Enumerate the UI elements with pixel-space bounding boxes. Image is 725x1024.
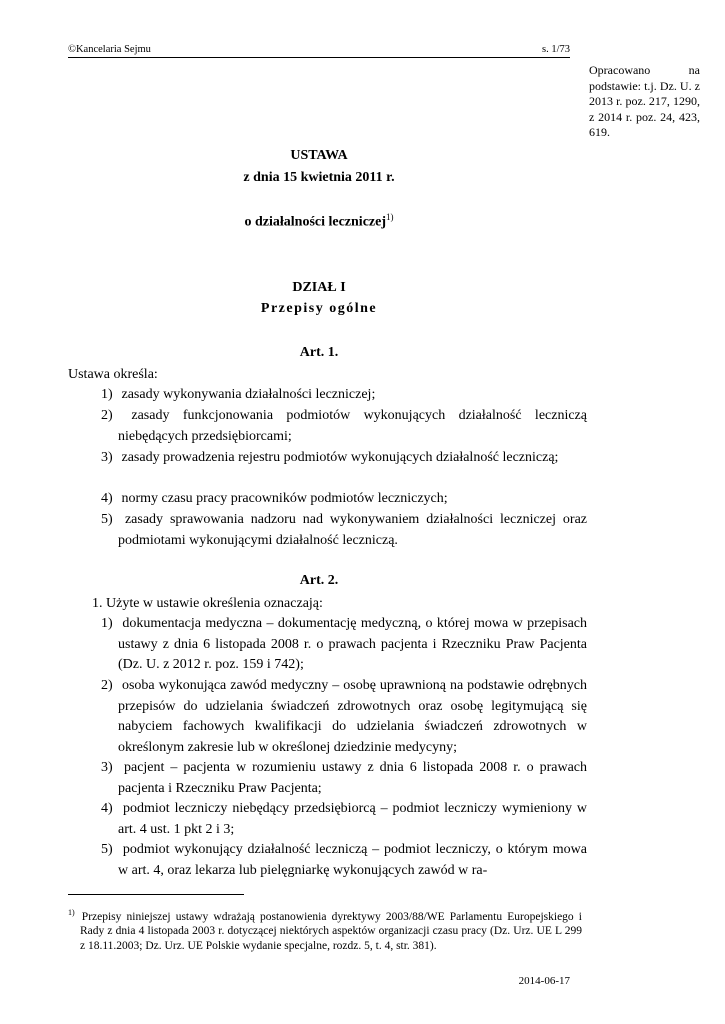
item-number: 2)	[101, 408, 113, 423]
item-number: 5)	[101, 842, 113, 857]
header-publisher: ©Kancelaria Sejmu	[68, 44, 151, 55]
item-text: podmiot leczniczy niebędący przedsiębiorcą – podmiot leczniczy wymieniony w art. 4 ust. 1 pkt 2 i 3;	[118, 801, 587, 837]
item-text: podmiot wykonujący działalność leczniczą – podmiot leczniczy, o którym mowa w art. 4, oraz lekarza lub pielęgniarkę wykonujących zawód w ra-	[118, 842, 587, 878]
division-number: DZIAŁ I	[292, 280, 346, 295]
item-text: zasady sprawowania nadzoru nad wykonywaniem działalności leczniczej oraz podmiotami wykonującymi działalność leczniczą.	[118, 512, 588, 548]
item-text: osoba wykonująca zawód medyczny – osobę uprawnioną na podstawie odrębnych przepisów do udzielania świadczeń zdrowotnych oraz osobę legitymującą się nabyciem fachowych kwalifikacji do udzielania świadczeń zdrowotnych w określonym zakresie lub w określonej dziedzinie medycyny;	[118, 678, 587, 755]
art2-heading: Art. 2.	[299, 573, 339, 588]
footnote-marker: 1)	[68, 908, 75, 917]
header-divider	[68, 57, 570, 58]
item-number: 2)	[101, 678, 113, 693]
art2-item-4	[101, 799, 587, 840]
item-text: pacjent – pacjenta w rozumieniu ustawy z dnia 6 listopada 2008 r. o prawach pacjenta i Rzeczniku Praw Pacjenta;	[118, 760, 587, 796]
art2-item-5	[101, 840, 587, 881]
source-note: Opracowano na podstawie: t.j. Dz. U. z 2013 r. poz. 217, 1290, z 2014 r. poz. 24, 423, 619.	[589, 63, 700, 139]
item-text: normy czasu pracy pracowników podmiotów leczniczych;	[121, 491, 448, 506]
item-number: 1)	[101, 387, 113, 402]
footnote	[68, 906, 582, 953]
item-number: 3)	[101, 450, 113, 465]
art2-item-1	[101, 614, 587, 676]
art2-intro: 1. Użyte w ustawie określenia oznaczają:	[92, 596, 323, 611]
art1-intro: Ustawa określa:	[68, 367, 158, 382]
item-number: 1)	[101, 616, 113, 631]
publication-date: 2014-06-17	[518, 975, 570, 987]
item-number: 4)	[101, 801, 113, 816]
art1-item-1	[101, 385, 587, 406]
item-text: zasady prowadzenia rejestru podmiotów wykonujących działalność leczniczą;	[121, 450, 559, 465]
art1-item-5	[101, 510, 587, 551]
art2-item-3	[101, 758, 587, 799]
footnote-ref[interactable]: 1)	[386, 212, 394, 222]
division-name: Przepisy ogólne	[260, 301, 378, 316]
header-page-number: s. 1/73	[541, 44, 570, 55]
item-text: zasady funkcjonowania podmiotów wykonujących działalność leczniczą niebędących przedsiębiorcami;	[118, 408, 587, 444]
act-type: USTAWA	[290, 148, 348, 163]
art1-item-4	[101, 489, 587, 510]
item-text: zasady wykonywania działalności leczniczej;	[121, 387, 376, 402]
act-date: z dnia 15 kwietnia 2011 r.	[243, 170, 395, 185]
art2-item-2	[101, 676, 587, 758]
art1-heading: Art. 1.	[299, 345, 339, 360]
item-text: dokumentacja medyczna – dokumentację medyczną, o której mowa w przepisach ustawy z dnia 6 listopada 2008 r. o prawach pacjenta i Rzeczniku Praw Pacjenta (Dz. U. z 2012 r. poz. 159 i 742);	[118, 616, 588, 672]
act-subject-text: o działalności leczniczej	[244, 214, 387, 230]
item-number: 3)	[101, 760, 113, 775]
item-number: 5)	[101, 512, 113, 527]
art1-item-3	[101, 448, 587, 469]
item-number: 4)	[101, 491, 113, 506]
art1-item-2	[101, 406, 587, 447]
footnote-divider	[68, 894, 244, 895]
act-subject	[68, 212, 570, 231]
footnote-text: Przepisy niniejszej ustawy wdrażają postanowienia dyrektywy 2003/88/WE Parlamentu Europejskiego i Rady z dnia 4 listopada 2003 r. dotyczącej niektórych aspektów organizacji czasu pracy (Dz. Urz. UE L 299 z 18.11.2003; Dz. Urz. UE Polskie wydanie specjalne, rozdz. 5, t. 4, str. 381).	[80, 910, 582, 952]
